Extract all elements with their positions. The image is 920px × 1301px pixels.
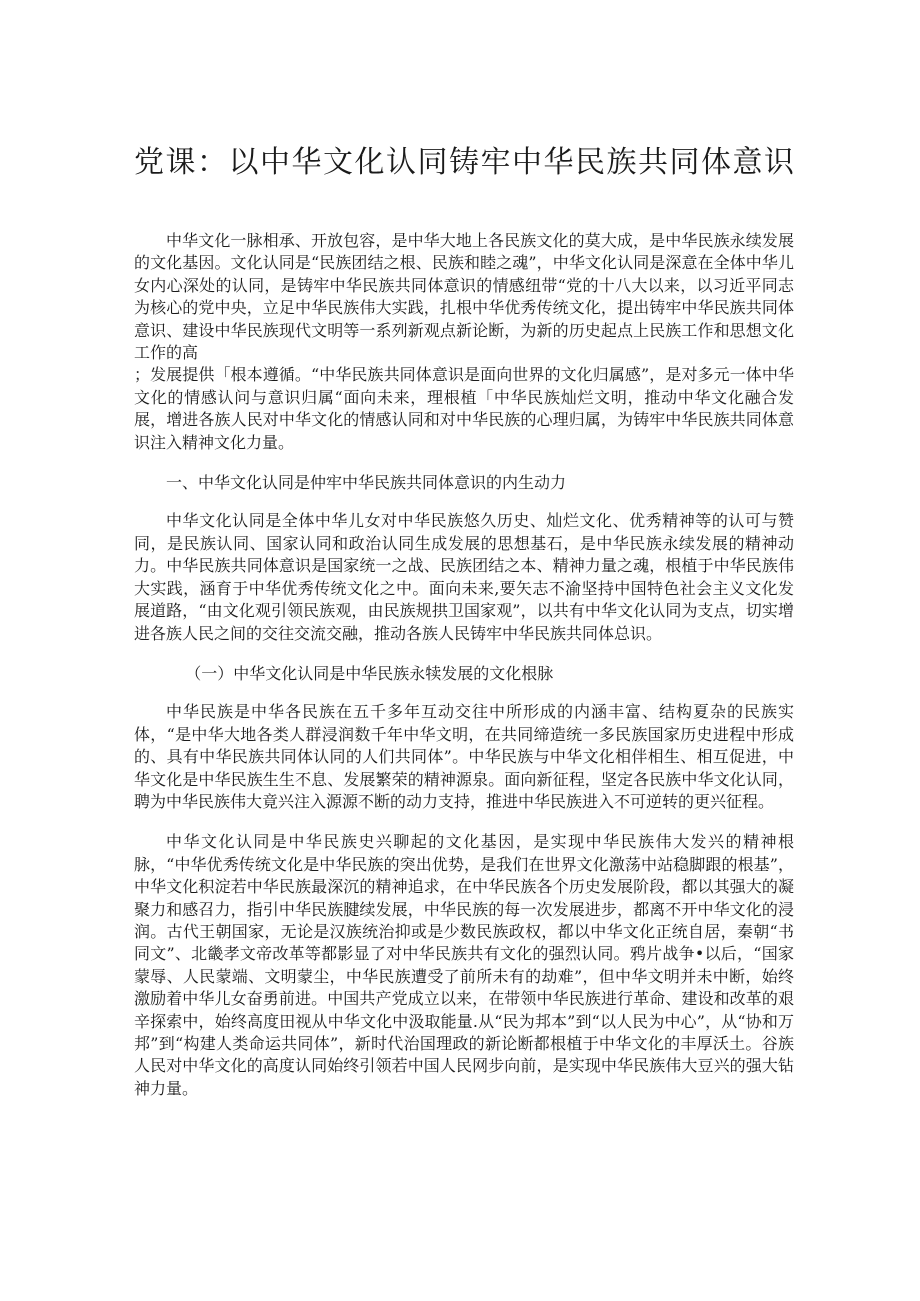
paragraph-intro-continued: ；发展提供「根本遵循。“中华民族共同体意识是面向世界的文化归属感”，是对多元一体中华文化的情感认问与意识归属“面向未来，理根植「中华民族灿烂文明，推动中华文化融合发展，增进各族人民对中华文化的情感认同和对中华民族的心理归属，为铸牢中华民族共同体意识注入精神文化力量。	[134, 365, 794, 452]
section-heading-1: 一、中华文化认同是仲牢中华民族共同体意识的内生动力	[166, 473, 567, 493]
document-title: 党课：以中华文化认同铸牢中华民族共同体意识	[134, 145, 796, 180]
paragraph-section-1: 中华文化认同是全体中华儿女对中华民族悠久历史、灿烂文化、优秀精神等的认可与赞同，是民族认同、国家认同和政治认同生成发展的思想基石，是中华民族永续发展的精神动力。中华民族共同体意识是国家统一之战、民族团结之本、精神力量之魂，根植于中华民族伟大实践，涵育于中华优秀传统文化之中。面向未来,要矢志不渝坚持中国特色社会主义文化发展道路，“由文化观引领民族观，由民族规拱卫国家观”，以共有中华文化认同为支点，切实增进各族人民之间的交往交流交融，推动各族人民铸牢中华民族共同体总识。	[134, 511, 794, 643]
paragraph-intro: 中华文化一脉相承、开放包容，是中华大地上各民族文化的莫大成，是中华民族永续发展的文化基因。文化认同是“民族团结之根、民族和睦之魂”，中华文化认同是深意在全体中华儿女内心深处的认同，是铸牢中华民族共同体意识的情感纽带“党的十八大以来，以习近平同志为核心的党中央，立足中华民族伟大实践，扎根中华优秀传统文化，提出铸牢中华民族共同体意识、建设中华民族现代文明等一系列新观点新论断，为新的历史起点上民族工作和思想文化工作的高	[134, 231, 794, 363]
paragraph-subsection-1a: 中华民族是中华各民族在五千多年互动交往中所形成的内涵丰富、结构夏杂的民族实体，“是中华大地各类人群浸润数千年中华文明，在共同缔造统一多民族国家历史进程中形成的、具有中华民族共同体认同的人们共同体”。中华民族与中华文化相伴相生、相互促进，中华文化是中华民族生生不息、发展繁荣的精神源泉。面向新征程，坚定各民族中华文化认同，聘为中华民族伟大竟兴注入源源不断的动力支持，推进中华民族进入不可逆转的更兴征程。	[134, 702, 794, 811]
subsection-heading-1: （一）中华文化认同是中华民族永犊发展的文化根脉	[185, 663, 554, 683]
document-body	[134, 230, 794, 1111]
paragraph-subsection-1b: 中华文化认同是中华民族史兴聊起的文化基因，是实现中华民族伟大发兴的精神根脉，“中华优秀传统文化是中华民族的突出优势，是我们在世界文化激荡中站稳脚跟的根基”，中华文化积淀若中华民族最深沉的精神追求，在中华民族各个历史发展阶段，都以其强大的凝聚力和感召力，指引中华民族腱续发展，中华民族的每一次发展进步，都离不开中华文化的浸润。古代王朝国家，无论是汉族统治抑或是少数民族政权，都以中华文化正统自居，秦朝“书同文”、北畿孝文帝改革等都影显了对中华民族共有文化的强烈认同。鸦片战争•以后，“国家蒙辱、人民蒙端、文明蒙尘，中华民族遭受了前所未有的劫难”，但中华文明并未中断，始终激励着中华儿女奋勇前进。中国共产党成立以来，在带领中华民族进行革命、建设和改革的艰辛探索中，始终高度田视从中华文化中汲取能量.从“民为邦本”到“以人民为中心”，从“协和万邦”到“构建人类命运共同体”，新时代治国理政的新论断都根植于中华文化的丰厚沃土。谷族人民对中华文化的高度认同始终引领若中国人民网步向前，是实现中华民族伟大豆兴的强大钻神力量。	[134, 832, 794, 1098]
